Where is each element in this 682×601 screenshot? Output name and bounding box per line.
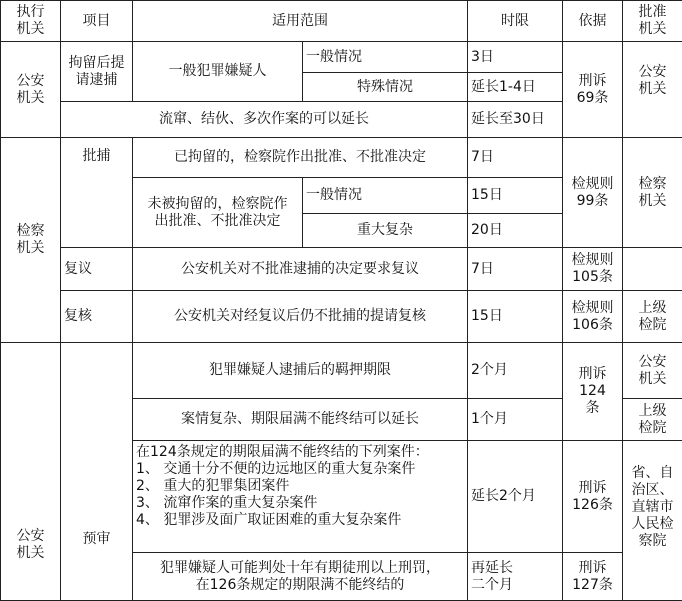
case-list-item: 3、 流窜作案的重大复杂案件 [136,495,464,512]
basis-line: 106条 [566,317,619,334]
limit-cell: 7日 [468,248,563,291]
item-line: 拘留后提 [64,55,129,72]
org-cell [1,42,61,138]
header-item: 项目 [61,1,133,42]
scope-cell: 公安机关对经复议后仍不批捕的提请复核 [133,291,468,343]
approver-line: 公安 [626,64,679,81]
case-list-item: 4、 犯罪涉及面广取证困难的重大复杂案件 [136,512,464,529]
case-list-item: 1、 交通十分不便的边远地区的重大复杂案件 [136,461,464,478]
approver-line: 上级 [626,403,679,420]
scope-cell: 特殊情况 [303,73,468,102]
scope-cell: 一般情况 [303,42,468,73]
basis-cell [563,343,623,441]
header-approver-line: 批准 [626,4,679,21]
basis-line: 刑诉 [566,560,619,577]
scope-line: 出批准、不批准决定 [136,213,299,230]
basis-line: 检规则 [566,176,619,193]
item-line: 请逮捕 [64,72,129,89]
approver-cell [623,291,682,343]
approver-cell [623,343,682,399]
scope-line: 犯罪嫌疑人可能判处十年有期徒刑以上刑罚， [136,560,464,577]
case-list-item: 在124条规定的期限届满不能终结的下列案件： [136,444,464,461]
limit-cell: 1个月 [468,399,563,441]
scope-cell: 已拘留的，检察院作出批准、不批准决定 [133,138,468,178]
org-line: 机关 [4,545,57,562]
org-cell [1,138,61,343]
approver-line: 人民检 [626,516,679,533]
item-cell: 复核 [61,291,133,343]
basis-line: 检规则 [566,300,619,317]
approver-cell [623,248,682,291]
item-cell: 预审 [61,343,133,601]
header-limit: 时限 [468,1,563,42]
basis-line: 105条 [566,269,619,286]
scope-cell: 一般犯罪嫌疑人 [133,42,303,102]
limit-cell: 7日 [468,138,563,178]
limit-line: 再延长 [471,560,559,577]
header-scope: 适用范围 [133,1,468,42]
basis-line: 刑诉 [566,73,619,90]
basis-line: 127条 [566,577,619,594]
item-cell [61,42,133,102]
header-basis: 依据 [563,1,623,42]
basis-cell [563,553,623,601]
table-row [1,248,682,291]
approver-line: 机关 [626,371,679,388]
case-list-cell [133,441,468,553]
org-cell [1,343,61,601]
basis-cell [563,138,623,248]
limit-cell: 2个月 [468,343,563,399]
scope-cell: 案情复杂、期限届满不能终结可以延长 [133,399,468,441]
approver-line: 察院 [626,533,679,550]
scope-line: 在126条规定的期限满不能终结的 [136,577,464,594]
header-org [1,1,61,42]
org-line: 公安 [4,73,57,90]
scope-cell [133,178,303,248]
approver-line: 直辖市 [626,499,679,516]
approver-cell [623,138,682,248]
scope-cell: 犯罪嫌疑人逮捕后的羁押期限 [133,343,468,399]
approver-line: 机关 [626,81,679,98]
approver-line: 上级 [626,300,679,317]
approver-cell [623,42,682,138]
scope-cell: 公安机关对不批准逮捕的决定要求复议 [133,248,468,291]
org-line: 机关 [4,90,57,107]
header-row [1,1,682,42]
header-org-line: 执行 [4,4,57,21]
case-list-item: 2、 重大的犯罪集团案件 [136,478,464,495]
item-cell: 批捕 [61,138,133,248]
table-row [1,138,682,178]
basis-cell [563,42,623,138]
table-row [1,343,682,399]
header-approver-line: 机关 [626,21,679,38]
basis-cell [563,441,623,553]
org-line: 机关 [4,240,57,257]
limit-cell: 延长至30日 [468,102,563,138]
limit-cell: 延长1-4日 [468,73,563,102]
table-row [1,42,682,73]
approver-line: 机关 [626,193,679,210]
approver-line: 检院 [626,420,679,437]
approver-line: 公安 [626,354,679,371]
approver-line: 检院 [626,317,679,334]
limit-cell: 15日 [468,291,563,343]
scope-cell: 一般情况 [303,178,468,214]
scope-cell [133,553,468,601]
basis-line: 69条 [566,90,619,107]
basis-cell [563,248,623,291]
limit-cell: 20日 [468,214,563,248]
approver-line: 治区、 [626,482,679,499]
basis-line: 126条 [566,497,619,514]
item-cell: 复议 [61,248,133,291]
approver-cell [623,441,682,601]
approver-line: 检察 [626,176,679,193]
scope-cell: 重大复杂 [303,214,468,248]
approver-line: 省、自 [626,465,679,482]
basis-cell [563,291,623,343]
limit-line: 二个月 [471,577,559,594]
basis-line: 刑诉124 [566,366,619,400]
basis-line: 99条 [566,193,619,210]
approver-cell [623,399,682,441]
scope-cell: 流窜、结伙、多次作案的可以延长 [61,102,468,138]
header-approver [623,1,682,42]
org-line: 检察 [4,223,57,240]
basis-line: 检规则 [566,252,619,269]
limit-cell [468,553,563,601]
header-org-line: 机关 [4,21,57,38]
table-row [1,291,682,343]
limit-cell: 15日 [468,178,563,214]
limit-cell: 延长2个月 [468,441,563,553]
basis-line: 刑诉 [566,480,619,497]
limit-cell: 3日 [468,42,563,73]
org-line: 公安 [4,528,57,545]
scope-line: 未被拘留的，检察院作 [136,196,299,213]
basis-line: 条 [566,400,619,417]
